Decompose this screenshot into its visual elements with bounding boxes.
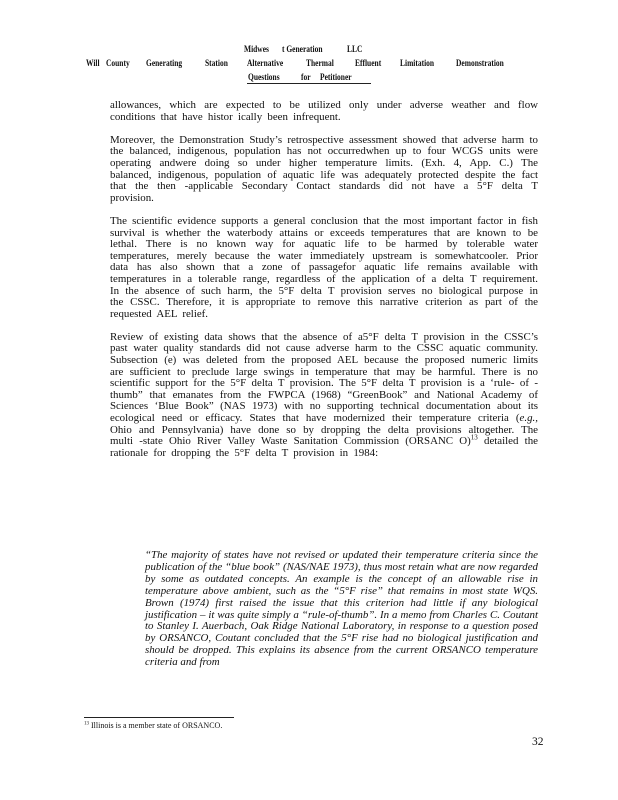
footnote-text: Illinois is a member state of ORSANCO.: [91, 721, 223, 730]
header-word: Effluent: [355, 58, 382, 69]
page-number: 32: [532, 736, 544, 748]
body-text: [110, 100, 538, 471]
block-quote: “The majority of states have not revised or updated their temperature criteria since the publication of the “blue book” (NAS/NAE 1973), thus most retain what are now regarded by some as outdated concepts. An example is the concept of an allowable rise in temperature above ambient, such as the “5°F rise” that remains in most state WQS. Brown (1974) first raised the issue that this criterion had little if any biological justification – it was quite simply a “rule-of-thumb”. In a memo from Charles C. Coutant to Stanley I. Auerbach, Oak Ridge National Laboratory, in response to a question posed by ORSANCO, Coutant concluded that the 5°F rise had no biological justification and should be dropped. This explains its absence from the current ORSANCO temperature criteria and from: [145, 549, 538, 669]
footnote-ref: 13: [470, 433, 478, 442]
header-word: Limitation: [400, 58, 435, 69]
header-word: Questions: [248, 72, 280, 83]
header-word: Will: [86, 58, 100, 69]
header-word: Station: [205, 58, 228, 69]
header-word: Thermal: [306, 58, 334, 69]
header-word: Petitioner: [320, 72, 352, 83]
paragraph: allowances, which are expected to be utilized only under adverse weather and flow conditions that have histor ically been infrequent.: [110, 99, 538, 123]
header-word: County: [106, 58, 130, 69]
header-word: for: [301, 72, 311, 83]
header-word: Alternative: [247, 58, 284, 69]
footnote-number: 13: [84, 721, 89, 727]
footnote: [84, 721, 222, 730]
header-underline: [247, 83, 371, 84]
header-word: t Generation: [282, 44, 323, 55]
header-word: Generating: [146, 58, 183, 69]
header-word: LLC: [347, 44, 363, 55]
footnote-separator: [84, 717, 234, 718]
header-word: Demonstration: [456, 58, 504, 69]
eg-abbrev: e.g.,: [519, 412, 538, 425]
header-word: Midwes: [244, 44, 269, 55]
paragraph: Moreover, the Demonstration Study’s retrospective assessment showed that adverse harm to the balanced, indigenous, population has not occurredwhen up to four WCGS units were operating andwere doing so under higher temperature limits. (Exh. 4, App. C.) The balanced, indigenous, population of aquatic life was adequately protected despite the fact that the then -applicable Secondary Contact standards did not have a 5°F delta T provision.: [110, 133, 538, 204]
paragraph-with-footnote-ref: Review of existing data shows that the absence of a5°F delta T provision in the CSSC’s past water quality standards did not cause adverse harm to the CSSC aquatic community. Subsection (e) was deleted from the proposed AEL because the proposed numeric limits are sufficient to preclude large swings in temperature that may be harmful. There is no scientific support for the 5°F delta T provision. The 5°F delta T provision is a ‘rule- of - thumb” that emanates from the FWPCA (1968) “GreenBook” and National Academy of Sciences ‘Blue Book” (NAS 1973) with no supporting technical documentation about its ecological need or efficacy. States that have modernized their temperature criteria (e.g., Ohio and Pennsylvania) have done so by dropping the delta provisions altogether. The multi -state Ohio River Valley Waste Sanitation Commission (ORSANC O)$^{13}$ detailed the rationale for dropping the 5°F delta T provision in 1984:: [110, 330, 538, 459]
paragraph: The scientific evidence supports a general conclusion that the most important factor in fish survival is whether the waterbody attains or exceeds temperatures that are known to be lethal. There is no known way for aquatic life to be harmed by tolerable water temperatures, merely because the water immediately upstream is somewhatcooler. Prior data has also shown that a zone of passagefor aquatic life remains available with temperatures in a tolerable range, regardless of the application of a delta T requirement. In the absence of such harm, the 5°F delta T provision serves no biological purpose in the CSSC. Therefore, it is appropriate to remove this narrative criterion as part of the requested AEL relief.: [110, 214, 538, 320]
